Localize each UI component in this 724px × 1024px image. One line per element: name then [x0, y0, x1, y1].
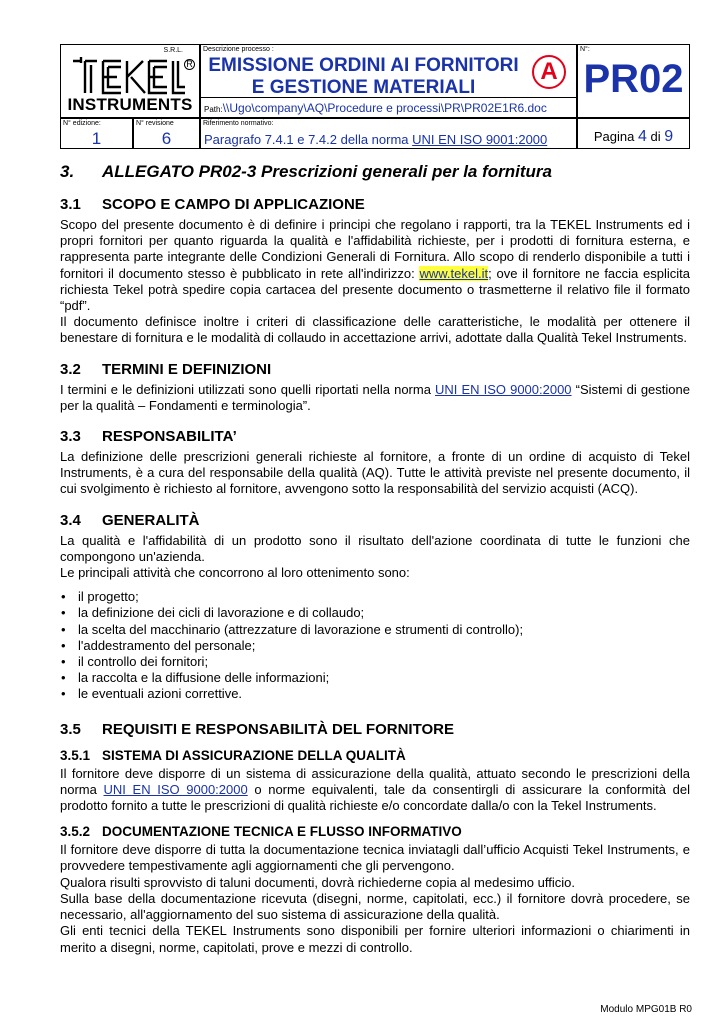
revision-letter-badge: A [532, 55, 566, 89]
desc-label: Descrizione processo : [203, 46, 274, 53]
revision-label: N° revisione [136, 120, 174, 127]
subsection-title: RESPONSABILITA’ [102, 428, 237, 446]
document-header [60, 44, 690, 149]
subsubsection-title: DOCUMENTAZIONE TECNICA E FLUSSO INFORMATIVO [102, 824, 462, 840]
divider [201, 97, 576, 98]
paragraph [60, 217, 690, 314]
subsection-title: REQUISITI E RESPONSABILITÀ DEL FORNITORE [102, 720, 454, 738]
path-label: Path: [204, 105, 223, 114]
paragraph: Il fornitore deve disporre di tutta la documentazione tecnica inviatagli dall’ufficio Acquisti Tekel Instruments, e provvedere tempestivamente agli aggiornamenti che gli pervengono. [60, 842, 690, 874]
subsection-title: SCOPO E CAMPO DI APPLICAZIONE [102, 196, 365, 213]
normative-reference [200, 118, 577, 149]
list-item: • il controllo dei fornitori; [60, 654, 690, 670]
paragraph-text: “Sistemi di gestione per la qualità – Fondamenti e terminologia”. [60, 381, 690, 413]
edition-label: N° edizione: [63, 120, 101, 127]
title-line-2: E GESTIONE MATERIALI [251, 77, 476, 98]
path-value: \\Ugo\company\AQ\Procedure e processi\PR\PR02E1R6.doc [222, 101, 547, 115]
subsection-number: 3.4 [60, 511, 81, 529]
paragraph-text: o norme equivalenti, tale da consentirgli di assicurare la conformità del prodotto fornito a tutte le prescrizioni di qualità richieste e/o concordate dalla/o con la Tekel Instruments. [60, 781, 690, 814]
title-line-1: EMISSIONE ORDINI AI FORNITORI [208, 55, 519, 76]
list-item: • le eventuali azioni correttive. [60, 686, 690, 702]
revision-number: 6 [161, 129, 172, 148]
website-link[interactable]: www.tekel.it [419, 265, 489, 281]
norm-link[interactable]: UNI EN ISO 9000:2000 [103, 781, 248, 797]
list-item: • il progetto; [60, 589, 690, 605]
document-number: PR02 [583, 57, 684, 101]
activity-list [60, 589, 690, 702]
subsection-heading [60, 361, 690, 378]
page-number: 4 [637, 128, 647, 145]
section-title: ALLEGATO PR02-3 Prescrizioni generali per la fornitura [102, 162, 552, 181]
subsubsection-number: 3.5.2 [60, 824, 91, 840]
subsubsection-number: 3.5.1 [60, 747, 91, 763]
ref-label: Riferimento normativo: [203, 120, 274, 127]
paragraph-text: ; ove il fornitore ne faccia esplicita richiesta Tekel potrà spedire copia cartacea del presente documento o trasmetterne il relativo file il formato “pdf”. [60, 265, 690, 314]
subsubsection-heading [60, 748, 690, 763]
page-total: 9 [664, 128, 674, 145]
subsection-title: TERMINI E DEFINIZIONI [102, 360, 272, 378]
edition-block [60, 118, 133, 149]
section-number: 3. [60, 162, 75, 181]
paragraph: La definizione delle prescrizioni generali richieste al fornitore, a fronte di un ordine di acquisto di Tekel Instruments, è a cura del responsabile della qualità (AQ). Tutte le attività previste nel presente documento, il cui svolgimento è richiesto al fornitore, avvengono sotto la responsabilità del servizio acquisti (ACQ). [60, 449, 690, 497]
list-item: • la raccolta e la diffusione delle informazioni; [60, 670, 690, 686]
page-label: Pagina [593, 129, 635, 144]
paragraph: Il documento definisce inoltre i criteri di classificazione delle caratteristiche, le modalità per ottenere il benestare di fornitura e le modalità di collaudo in accettazione arrivi, adottate dalla Qualità Tekel Instruments. [60, 314, 690, 346]
subsection-title: GENERALITÀ [102, 511, 200, 529]
page-block [577, 118, 690, 149]
form-code-footer: Modulo MPG01B R0 [600, 1004, 692, 1015]
subsection-heading [60, 196, 690, 213]
paragraph-text: Scopo del presente documento è di definire i principi che regolano i rapporti, tra la TEKEL Instruments ed i propri fornitori per quanto riguarda la qualità e l'affidabilità richieste, per i prodotti di fornitura esterna, e rappresenta parte integrante delle Condizioni Generali di Fornitura. Allo scopo di renderlo disponibile a tutti i fornitori il documento stesso è pubblicato in rete all'indirizzo: [60, 217, 690, 281]
subsection-number: 3.3 [60, 428, 81, 446]
paragraph: Qualora risulti sprovvisto di taluni documenti, dovrà richiederne copia al medesimo ufficio. [60, 874, 575, 890]
paragraph-text: Il fornitore deve disporre di un sistema di assicurazione della qualità, attuato secondo le prescrizioni della norma [60, 765, 690, 797]
list-item: • l'addestramento del personale; [60, 638, 690, 654]
tekel-logo-icon [71, 55, 187, 95]
paragraph [60, 382, 690, 414]
edition-number: 1 [91, 129, 102, 148]
registered-mark-icon: R [184, 59, 195, 70]
subsection-number: 3.2 [60, 360, 81, 378]
section-heading [60, 162, 690, 182]
document-title [201, 55, 526, 99]
subsection-heading [60, 428, 690, 445]
subsubsection-title: SISTEMA DI ASSICURAZIONE DELLA QUALITÀ [102, 747, 406, 763]
page-indicator [578, 128, 689, 146]
list-item: • la definizione dei cicli di lavorazione e di collaudo; [60, 605, 690, 621]
paragraph: Le principali attività che concorrono al loro ottenimento sono: [60, 565, 410, 581]
process-description [200, 44, 577, 118]
subsection-heading [60, 512, 690, 529]
document-number-block [577, 44, 690, 118]
num-label: N°: [580, 46, 590, 53]
subsubsection-heading [60, 824, 690, 839]
document-body [60, 160, 690, 956]
paragraph [60, 766, 690, 815]
logo-srl: S.R.L. [163, 47, 183, 54]
ref-prefix: Paragrafo 7.4.1 e 7.4.2 della norma [204, 132, 413, 147]
ref-text [204, 132, 547, 147]
subsection-heading [60, 721, 690, 738]
paragraph: Sulla base della documentazione ricevuta (disegni, norme, capitolati, ecc.) il fornitore dovrà procedere, se necessario, all'aggiornamento del suo sistema di assicurazione della qualità. [60, 890, 690, 923]
paragraph-text: I termini e le definizioni utilizzati sono quelli riportati nella norma [60, 381, 436, 397]
list-item: • la scelta del macchinario (attrezzature di lavorazione e strumenti di controllo); [60, 622, 690, 638]
logo-block [60, 44, 200, 118]
subsection-number: 3.5 [60, 720, 81, 738]
page-of: di [650, 129, 661, 144]
norm-link[interactable]: UNI EN ISO 9000:2000 [435, 381, 572, 397]
logo-subtitle: INSTRUMENTS [67, 95, 193, 114]
subsection-number: 3.1 [60, 196, 81, 213]
paragraph: La qualità e l'affidabilità di un prodotto sono il risultato dell'azione coordinata di tutte le funzioni che compongono un'azienda. [60, 532, 690, 564]
ref-norm-link[interactable]: UNI EN ISO 9001:2000 [412, 132, 548, 147]
file-path [204, 101, 547, 115]
revision-block [133, 118, 200, 149]
paragraph: Gli enti tecnici della TEKEL Instruments sono disponibili per fornire ulteriori informazioni o chiarimenti in merito a disegni, norme, capitolati, prove e mezzi di controllo. [60, 923, 690, 955]
